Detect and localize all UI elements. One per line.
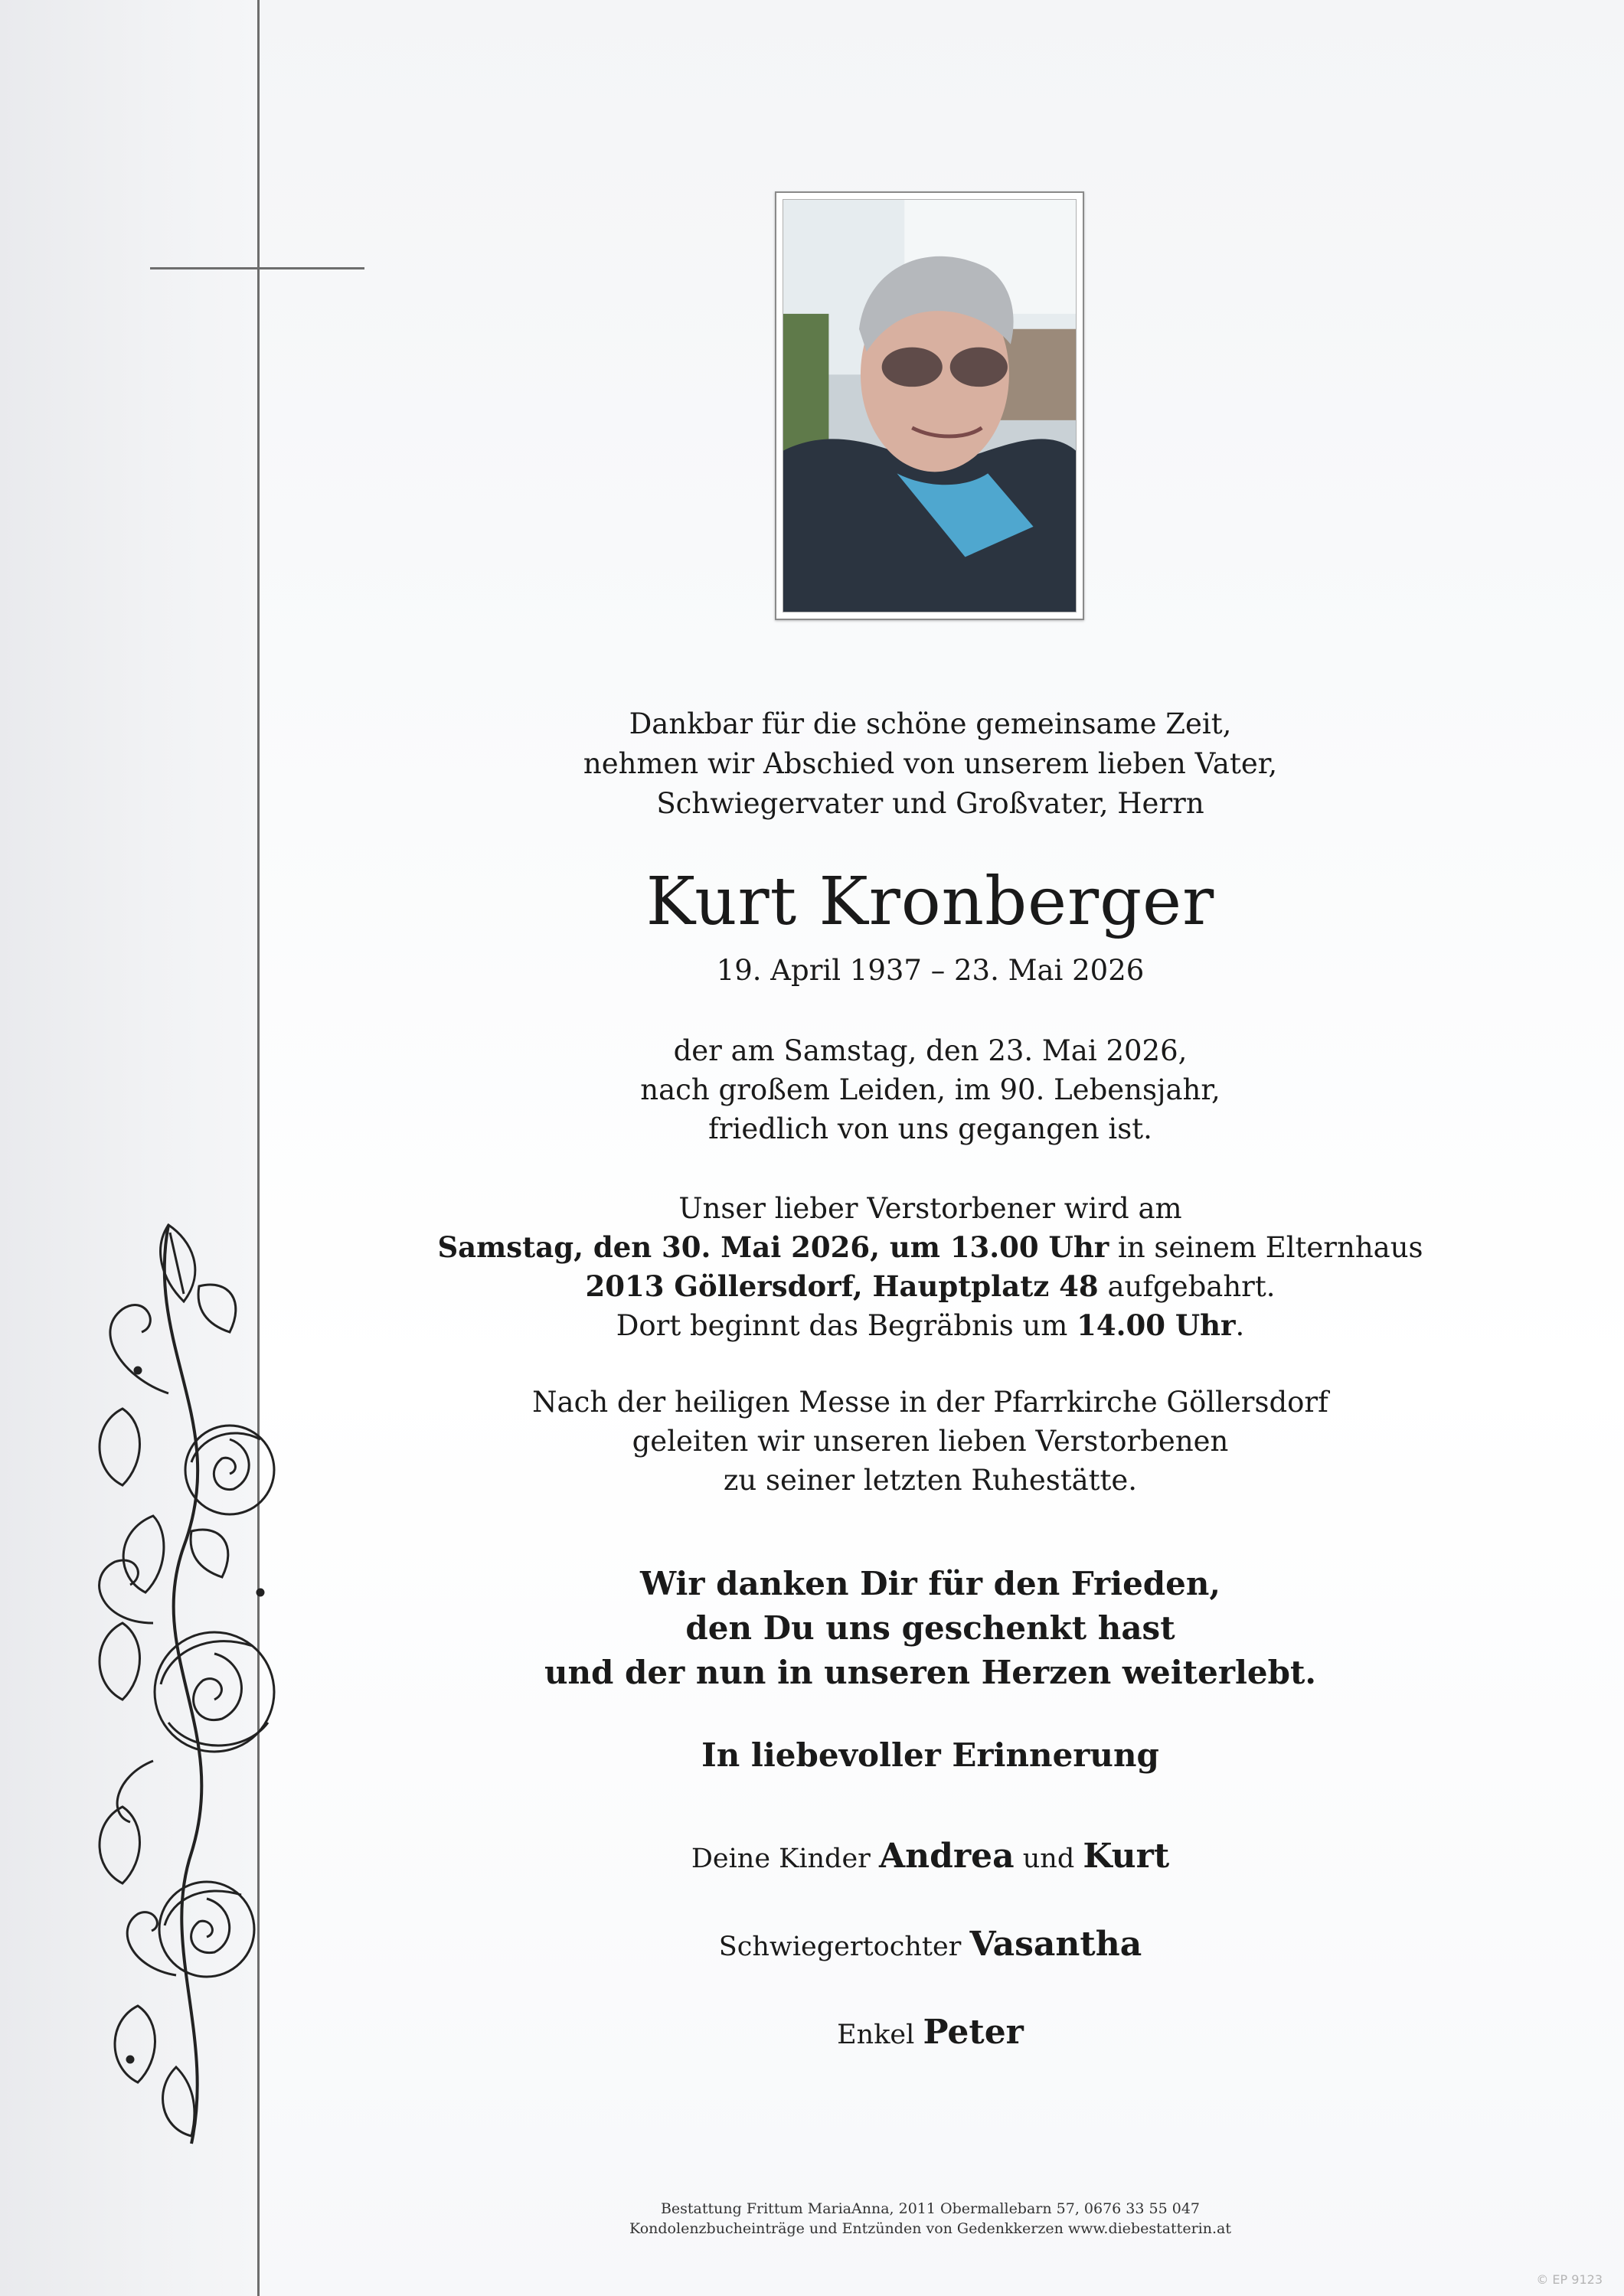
life-dates: 19. April 1937 – 23. Mai 2026 [716, 954, 1145, 987]
funeral-home-footer [383, 2199, 1478, 2239]
family-grandchild [383, 2012, 1478, 2056]
grandchild-name: Peter [923, 2013, 1024, 2052]
memory-heading: In liebevoller Erinnerung [701, 1736, 1159, 1774]
leaf-9 [163, 2067, 194, 2136]
family-children [383, 1836, 1478, 1880]
daughter-in-law-label: Schwiegertochter [718, 1932, 970, 1962]
and-text: und [1014, 1844, 1083, 1874]
portrait-photo [783, 199, 1077, 612]
leaf-2 [198, 1285, 236, 1332]
viewing-date-time: Samstag, den 30. Mai 2026, um 13.00 Uhr [437, 1230, 1109, 1264]
footer-line: Bestattung Frittum MariaAnna, 2011 Obermallebarn 57, 0676 33 55 047 [660, 2200, 1201, 2217]
mass-line: zu seiner letzten Ruhestätte. [723, 1464, 1138, 1497]
viewing-line-4 [383, 1306, 1478, 1345]
portrait-frame [775, 191, 1084, 620]
leaf-4 [123, 1516, 164, 1592]
viewing-address: 2013 Göllersdorf, Hauptplatz 48 [585, 1269, 1099, 1303]
funeral-period: . [1235, 1309, 1245, 1342]
funeral-time: 14.00 Uhr [1077, 1308, 1236, 1342]
death-notice [383, 1031, 1478, 1148]
death-notice-line: der am Samstag, den 23. Mai 2026, [673, 1034, 1188, 1067]
viewing-line-3 [383, 1267, 1478, 1306]
rose-ornament [77, 1194, 329, 2159]
mass-line: geleiten wir unseren lieben Verstorbenen [632, 1425, 1229, 1458]
viewing-line-2 [383, 1228, 1478, 1267]
family-daughter-in-law [383, 1924, 1478, 1968]
viewing-line-1: Unser lieber Verstorbener wird am [678, 1192, 1182, 1225]
leaf-5 [100, 1623, 140, 1700]
quote-line: den Du uns geschenkt hast [685, 1609, 1175, 1647]
mass-line: Nach der heiligen Messe in der Pfarrkirche Göllersdorf [532, 1386, 1328, 1419]
quote-line: und der nun in unseren Herzen weiterlebt. [544, 1654, 1317, 1691]
intro-line: Schwiegervater und Großvater, Herrn [656, 787, 1204, 820]
cross-horizontal-line [150, 267, 364, 269]
leaf-3 [100, 1409, 140, 1485]
intro-line: nehmen wir Abschied von unserem lieben Vater, [583, 747, 1278, 780]
leaf-6 [191, 1530, 228, 1577]
viewing-status-text: aufgebahrt. [1098, 1270, 1276, 1303]
intro-text [383, 704, 1478, 824]
intro-line: Dankbar für die schöne gemeinsame Zeit, [629, 707, 1232, 740]
grandchild-label: Enkel [837, 2020, 923, 2050]
mass-info [383, 1383, 1478, 1500]
leaf-8 [115, 2006, 155, 2082]
memorial-quote [383, 1562, 1478, 1695]
footer-line: Kondolenzbucheinträge und Entzünden von Gedenkkerzen www.diebestatterin.at [629, 2220, 1231, 2237]
leaf-7 [100, 1807, 140, 1883]
rose-3 [159, 1882, 254, 1977]
viewing-info [383, 1189, 1478, 1345]
quote-line: Wir danken Dir für den Frieden, [639, 1565, 1221, 1602]
child-name: Kurt [1083, 1837, 1170, 1876]
death-notice-line: nach großem Leiden, im 90. Lebensjahr, [640, 1073, 1220, 1106]
funeral-start-text: Dort beginnt das Begräbnis um [616, 1309, 1077, 1342]
deceased-name: Kurt Kronberger [645, 864, 1215, 940]
children-label: Deine Kinder [691, 1844, 880, 1874]
rose-2 [155, 1632, 274, 1752]
viewing-location-text: in seinem Elternhaus [1109, 1231, 1423, 1264]
daughter-in-law-name: Vasantha [969, 1925, 1142, 1964]
print-code: © EP 9123 [1536, 2272, 1603, 2287]
death-notice-line: friedlich von uns gegangen ist. [708, 1112, 1152, 1145]
child-name: Andrea [879, 1837, 1015, 1876]
